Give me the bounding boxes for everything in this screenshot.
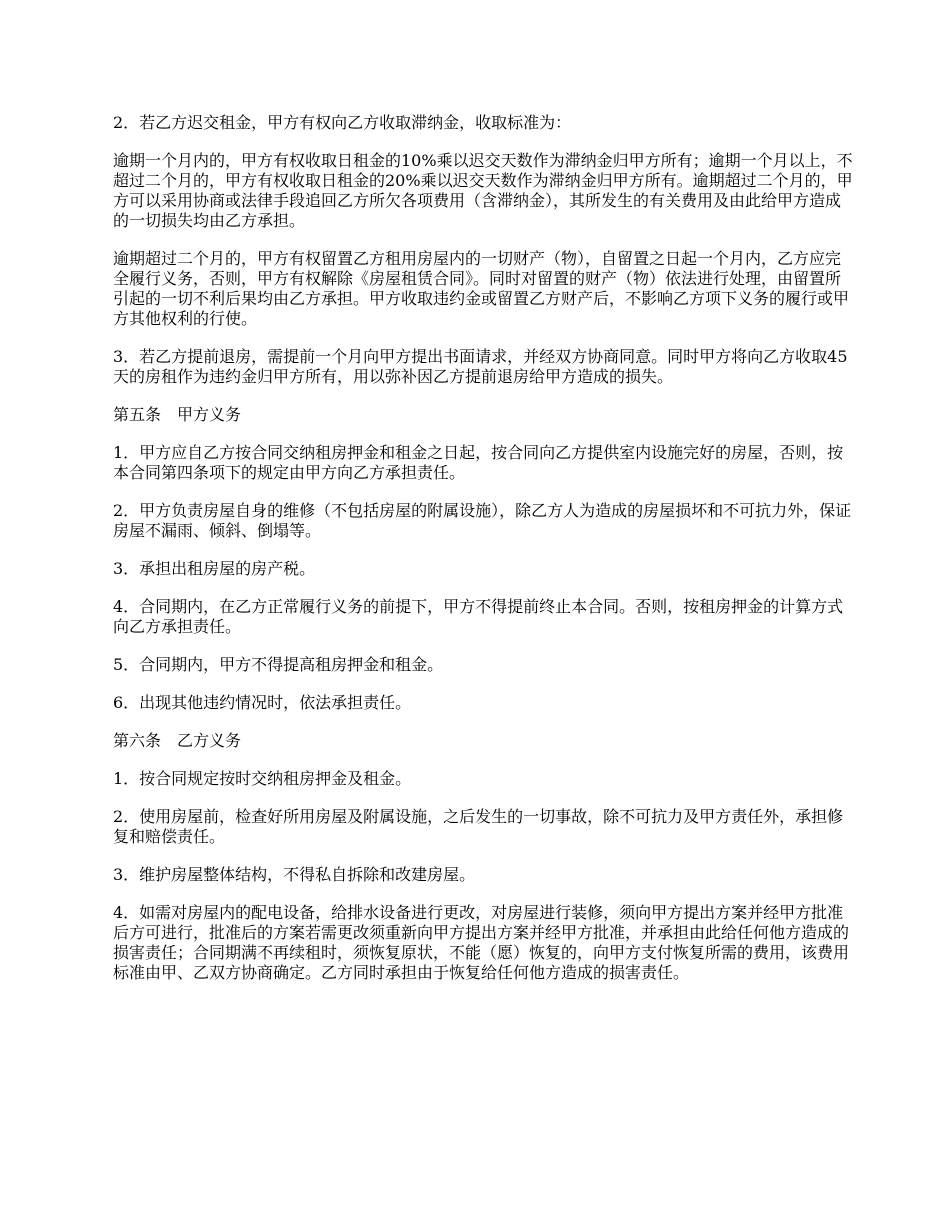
article-6-item-2: 2．使用房屋前，检查好所用房屋及附属设施，之后发生的一切事故，除不可抗力及甲方责任外，承担修复和赔偿责任。 (113, 807, 844, 846)
article-6-item-1: 1．按合同规定按时交纳租房押金及租金。 (113, 769, 412, 788)
article-5-item-1: 1．甲方应自乙方按合同交纳租房押金和租金之日起，按合同向乙方提供室内设施完好的房屋，否则，按本合同第四条项下的规定由甲方向乙方承担责任。 (113, 443, 844, 482)
late-fee-standard: 逾期一个月内的，甲方有权收取日租金的10%乘以迟交天数作为滞纳金归甲方所有；逾期一个月以上，不超过二个月的，甲方有权收取日租金的20%乘以迟交天数作为滞纳金归甲方所有。逾期超过二个月的，甲方可以采用协商或法律手段追回乙方所欠各项费用（含滞纳金），其所发生的有关费用及由此给甲方造成的一切损失均由乙方承担。 (113, 151, 853, 230)
document-body (113, 113, 855, 1001)
article-5-item-2: 2．甲方负责房屋自身的维修（不包括房屋的附属设施），除乙方人为造成的房屋损坏和不可抗力外，保证房屋不漏雨、倾斜、倒塌等。 (113, 501, 852, 540)
article-5-item-4: 4．合同期内，在乙方正常履行义务的前提下，甲方不得提前终止本合同。否则，按租房押金的计算方式向乙方承担责任。 (113, 597, 844, 636)
article-5-item-6: 6．出现其他违约情况时，依法承担责任。 (113, 693, 412, 712)
clause-4-3-early-termination: 3．若乙方提前退房，需提前一个月向甲方提出书面请求，并经双方协商同意。同时甲方将向乙方收取45天的房租作为违约金归甲方所有，用以弥补因乙方提前退房给甲方造成的损失。 (113, 347, 848, 386)
article-5-item-5: 5．合同期内，甲方不得提高租房押金和租金。 (113, 655, 444, 674)
article-6-item-3: 3．维护房屋整体结构，不得私自拆除和改建房屋。 (113, 865, 476, 884)
article-6-item-4: 4．如需对房屋内的配电设备，给排水设备进行更改，对房屋进行装修，须向甲方提出方案并经甲方批准后方可进行，批准后的方案若需更改须重新向甲方提出方案并经甲方批准，并承担由此给任何他方造成的损害责任；合同期满不再续租时，须恢复原状，不能（愿）恢复的，向甲方支付恢复所需的费用，该费用标准由甲、乙双方协商确定。乙方同时承担由于恢复给任何他方造成的损害责任。 (113, 903, 850, 982)
article-5-item-3: 3．承担出租房屋的房产税。 (113, 559, 316, 578)
article-6-heading: 第六条 乙方义务 (113, 731, 242, 750)
clause-4-2-late-rent: 2．若乙方迟交租金，甲方有权向乙方收取滞纳金，收取标准为： (113, 113, 572, 132)
article-5-heading: 第五条 甲方义务 (113, 405, 242, 424)
property-lien-clause: 逾期超过二个月的，甲方有权留置乙方租用房屋内的一切财产（物），自留置之日起一个月内，乙方应完全履行义务，否则，甲方有权解除《房屋租赁合同》。同时对留置的财产（物）依法进行处理，由留置所引起的一切不利后果均由乙方承担。甲方收取违约金或留置乙方财产后，不影响乙方项下义务的履行或甲方其他权利的行使。 (113, 249, 850, 328)
